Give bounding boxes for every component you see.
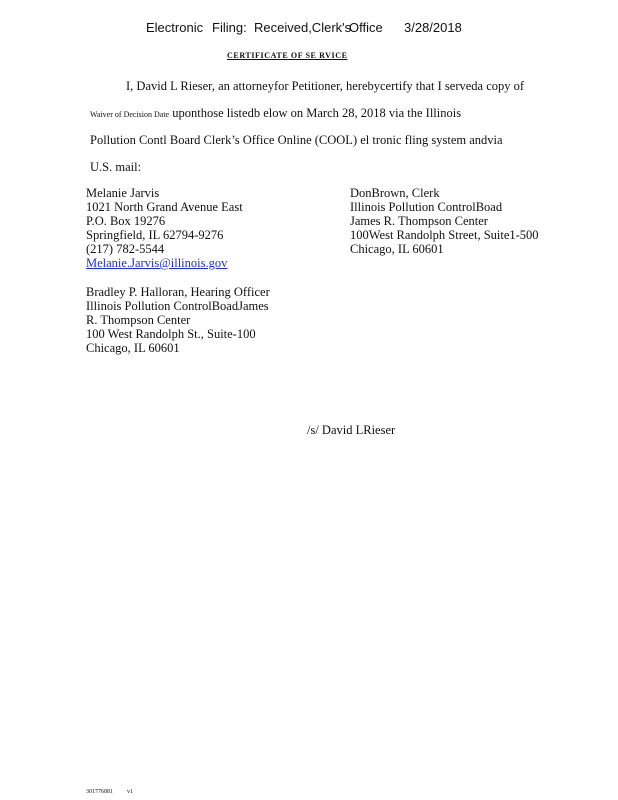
footer-doc-number: 301776881 (86, 789, 113, 795)
recipient-phone: (217) 782-5544 (86, 242, 165, 256)
recipient-street: 100 West Randolph St., Suite-100 (86, 327, 256, 341)
certificate-title: CERTIFICATE OF SE RVICE (227, 51, 348, 60)
recipient-brown (350, 186, 539, 256)
recipient-email-link[interactable]: Melanie.Jarvis@illinois.gov (86, 256, 228, 270)
recipient-address-line: 1021 North Grand Avenue East (86, 200, 243, 214)
recipient-building: James R. Thompson Center (350, 214, 488, 228)
body-line-1: I, David L Rieser, an attorneyfor Petitioner, herebycertify that I serveda copy of (126, 79, 525, 93)
body-line-2 (90, 106, 461, 121)
body-line-3: Pollution Contl Board Clerk’s Office Online (COOL) el tronic fling system andvia (90, 133, 503, 147)
recipient-street: 100West Randolph Street, Suite1-500 (350, 228, 539, 242)
stamp-received: Received,Clerk's (254, 20, 352, 35)
stamp-office: Office (349, 20, 383, 35)
signature: /s/ David LRieser (307, 423, 396, 437)
recipient-name: Bradley P. Halloran, Hearing Officer (86, 285, 270, 299)
recipient-name: Melanie Jarvis (86, 186, 160, 200)
recipient-building: R. Thompson Center (86, 313, 191, 327)
stamp-electronic: Electronic (146, 20, 204, 35)
recipient-name: DonBrown, Clerk (350, 186, 440, 200)
recipient-org: Illinois Pollution ControlBoad (350, 200, 503, 214)
recipient-address-line: P.O. Box 19276 (86, 214, 166, 228)
recipient-city: Springfield, IL 62794-9276 (86, 228, 224, 242)
body-line-2-text: uponthose listedb elow on March 28, 2018 via the Illinois (172, 106, 462, 120)
footer-version: v1 (127, 789, 133, 795)
recipient-org: Illinois Pollution ControlBoadJames (86, 299, 269, 313)
body-line-4: U.S. mail: (90, 160, 142, 174)
stamp-filing: Filing: (212, 20, 247, 35)
recipient-halloran (86, 285, 270, 355)
document-name: Waiver of Decision Date (90, 110, 170, 119)
stamp-date: 3/28/2018 (404, 20, 462, 35)
recipient-jarvis (86, 186, 243, 270)
recipient-city: Chicago, IL 60601 (350, 242, 444, 256)
recipient-city: Chicago, IL 60601 (86, 341, 180, 355)
